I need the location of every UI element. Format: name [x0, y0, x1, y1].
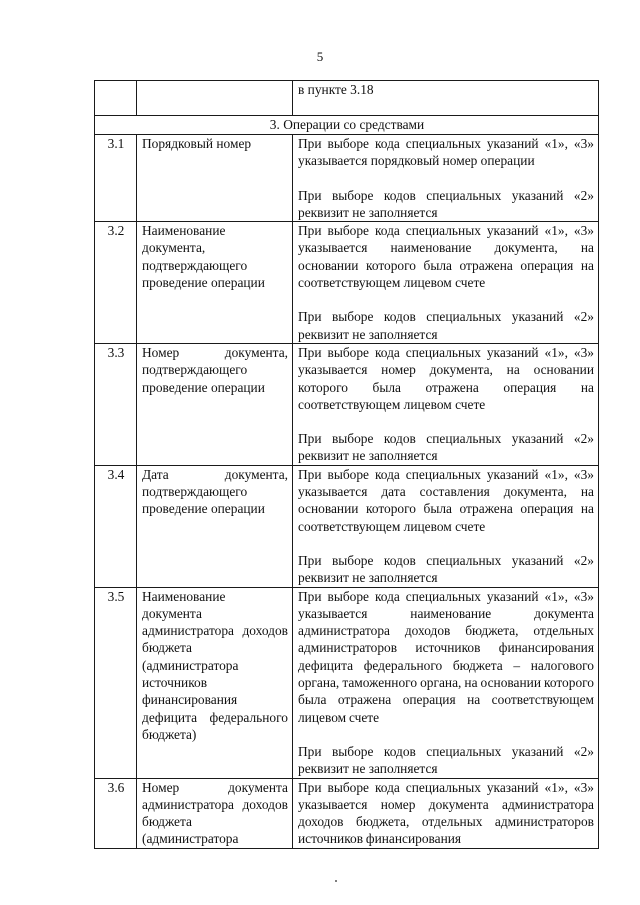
requisite-description-cell — [293, 222, 599, 344]
requisite-description-cell — [293, 465, 599, 587]
table-row — [95, 778, 599, 848]
requisite-description-cell — [293, 587, 599, 778]
description-note: При выборе кодов специальных указаний «2» реквизит не заполняется — [298, 552, 594, 586]
requisite-description-cell — [293, 778, 599, 848]
description-text: При выборе кода специальных указаний «1», «3» указывается номер документа администратора доходов бюджета, отдельных администраторов источников финансирования — [298, 779, 594, 847]
row-number-cell: 3.4 — [95, 465, 137, 587]
table-row — [95, 587, 599, 778]
requisite-name-cell: Дата документа, подтверждающего проведение операции — [137, 465, 293, 587]
table-row — [95, 222, 599, 344]
description-text: При выборе кода специальных указаний «1», «3» указывается номер документа, на основании которого была отражена операция на соответствующем лицевом счете — [298, 344, 594, 412]
row-number-cell: 3.3 — [95, 343, 137, 465]
section-title: 3. Операции со средствами — [95, 116, 599, 135]
description-text: При выборе кода специальных указаний «1», «3» указывается дата составления документа, на основании которого была отражена операция на соответствующем лицевом счете — [298, 466, 594, 534]
requisite-name-cell: Номер документа, подтверждающего проведение операции — [137, 343, 293, 465]
description-note: При выборе кодов специальных указаний «2» реквизит не заполняется — [298, 309, 594, 342]
section-row — [95, 116, 599, 135]
row-number-cell: 3.2 — [95, 222, 137, 344]
description-note: При выборе кодов специальных указаний «2» реквизит не заполняется — [298, 187, 594, 220]
requisite-name-cell: Наименование документа администратора доходов бюджета (администратора источников финансирования дефицита федерального бюджета) — [137, 587, 293, 778]
requisite-name-cell — [137, 81, 293, 116]
scan-speck — [335, 880, 337, 882]
table-row — [95, 135, 599, 222]
row-number-cell: 3.5 — [95, 587, 137, 778]
description-note: При выборе кодов специальных указаний «2» реквизит не заполняется — [298, 743, 594, 777]
table-row — [95, 343, 599, 465]
requisite-name-cell: Порядковый номер — [137, 135, 293, 222]
row-number-cell — [95, 81, 137, 116]
description-text: в пункте 3.18 — [298, 82, 374, 97]
requisite-description-cell — [293, 135, 599, 222]
requisites-table — [94, 80, 599, 849]
row-number-cell: 3.6 — [95, 778, 137, 848]
requisite-name-cell: Номер документа администратора доходов бюджета (администратора — [137, 778, 293, 848]
requisite-description-cell — [293, 81, 599, 116]
table-row — [95, 465, 599, 587]
description-note: При выборе кодов специальных указаний «2» реквизит не заполняется — [298, 431, 594, 464]
page-number: 5 — [316, 49, 324, 64]
description-text: При выборе кода специальных указаний «1», «3» указывается порядковый номер операции — [298, 136, 594, 169]
description-text: При выборе кода специальных указаний «1», «3» указывается наименование документа, на основании которого была отражена операция на соответствующем лицевом счете — [298, 223, 594, 291]
row-number-cell: 3.1 — [95, 135, 137, 222]
table-row — [95, 81, 599, 116]
requisite-description-cell — [293, 343, 599, 465]
description-text: При выборе кода специальных указаний «1», «3» указывается наименование документа администратора доходов бюджета, отдельных администраторов источников финансирования дефицита федерального бюджета – налогового органа, таможенного органа, на основании которого была отражена операция на соответствующем лицевом счете — [298, 588, 594, 725]
requisite-name-cell: Наименование документа, подтверждающего проведение операции — [137, 222, 293, 344]
